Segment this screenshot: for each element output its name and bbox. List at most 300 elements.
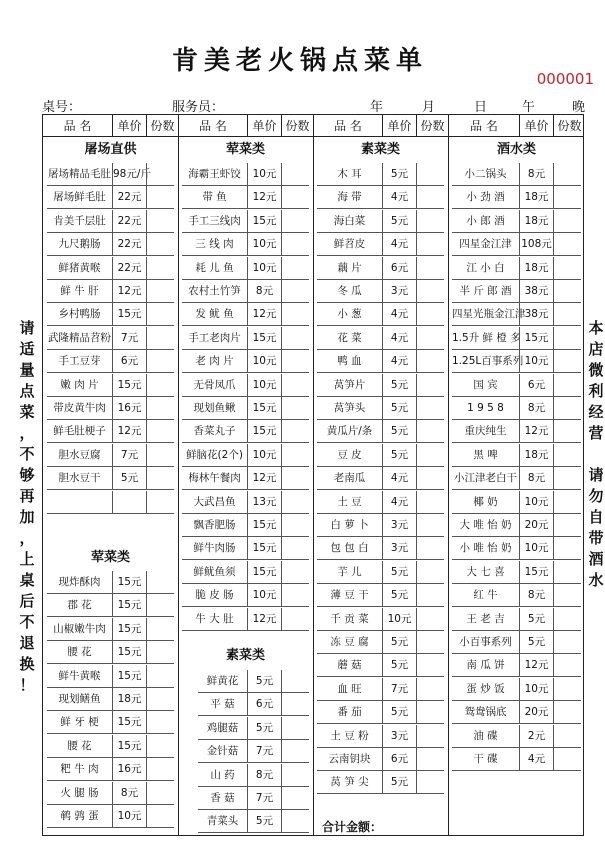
item-name: 肯美千层肚 <box>53 214 106 227</box>
item-name: 武隆精品苕粉 <box>48 331 111 344</box>
item-qty-cell[interactable] <box>146 735 174 757</box>
item-qty-cell[interactable] <box>553 678 581 700</box>
side-note-char: 桌 <box>19 571 35 589</box>
item-qty-cell[interactable] <box>146 420 174 442</box>
item-qty-cell[interactable] <box>146 782 174 804</box>
item-qty-cell[interactable] <box>281 693 309 715</box>
menu-item-row <box>47 280 174 303</box>
item-qty-cell[interactable] <box>416 584 444 606</box>
item-name: 南 瓜 饼 <box>466 659 505 672</box>
menu-item-row <box>452 514 581 537</box>
item-qty-cell[interactable] <box>553 257 581 279</box>
item-name: 千 贡 菜 <box>330 612 369 625</box>
menu-item-row <box>198 764 309 787</box>
item-price: 5元 <box>382 397 416 419</box>
item-name: 现划鳝鱼 <box>58 693 101 705</box>
item-name: 豆 皮 <box>337 448 362 461</box>
menu-item-row <box>452 420 581 443</box>
section-title: 素菜类 <box>360 142 400 157</box>
item-price: 10元 <box>247 257 281 279</box>
item-qty-cell[interactable] <box>146 641 174 663</box>
menu-item-row <box>47 467 174 490</box>
section-title: 酒水类 <box>496 142 536 157</box>
item-price: 6元 <box>519 374 553 396</box>
item-price: 10元 <box>247 584 281 606</box>
item-name: 1 9 5 8 <box>467 402 504 414</box>
menu-item-row <box>317 584 444 607</box>
item-qty-cell[interactable] <box>281 397 309 419</box>
item-name: 大 唯 怡 奶 <box>459 519 512 531</box>
item-qty-cell[interactable] <box>281 561 309 583</box>
item-price: 5元 <box>382 654 416 676</box>
item-qty-cell[interactable] <box>281 608 309 630</box>
item-price: 15元 <box>112 374 146 396</box>
item-qty-cell[interactable] <box>281 764 309 786</box>
item-qty-cell[interactable] <box>416 186 444 208</box>
item-qty-cell[interactable] <box>416 444 444 466</box>
header-day: 日 <box>474 100 488 115</box>
item-price: 2元 <box>519 725 553 747</box>
item-price: 10元 <box>519 537 553 559</box>
item-qty-cell[interactable] <box>553 701 581 723</box>
item-price: 18元 <box>112 688 146 710</box>
column-header-name: 品 名 <box>63 119 92 133</box>
item-qty-cell[interactable] <box>553 420 581 442</box>
item-name: 郡 花 <box>67 599 92 612</box>
item-qty-cell[interactable] <box>146 186 174 208</box>
menu-item-row <box>317 771 444 794</box>
item-name: 江 小 白 <box>466 261 505 274</box>
item-qty-cell[interactable] <box>416 303 444 325</box>
menu-item-row <box>452 280 581 303</box>
side-note-char: 上 <box>19 550 35 568</box>
item-qty-cell[interactable] <box>553 350 581 372</box>
menu-item-row <box>317 491 444 514</box>
menu-item-row <box>452 327 581 350</box>
item-qty-cell[interactable] <box>416 608 444 630</box>
item-qty-cell[interactable] <box>281 350 309 372</box>
side-note-char: 换 <box>19 655 35 673</box>
item-qty-cell[interactable] <box>416 725 444 747</box>
item-qty-cell[interactable] <box>281 280 309 302</box>
item-qty-cell[interactable] <box>416 678 444 700</box>
item-price: 4元 <box>382 186 416 208</box>
item-name: 小 唯 怡 奶 <box>459 542 512 555</box>
item-qty-cell[interactable] <box>281 740 309 762</box>
item-price: 10元 <box>247 350 281 372</box>
item-price: 12元 <box>247 186 281 208</box>
item-price: 15元 <box>247 420 281 442</box>
item-name: 海霸王虾饺 <box>188 168 241 180</box>
item-qty-cell[interactable] <box>416 210 444 232</box>
item-qty-cell[interactable] <box>281 584 309 606</box>
item-qty-cell[interactable] <box>553 748 581 770</box>
side-note-char: 点 <box>19 382 35 400</box>
item-price: 5元 <box>382 771 416 793</box>
menu-item-row <box>47 711 174 734</box>
column-header-name: 品 名 <box>448 115 519 137</box>
item-qty-cell[interactable] <box>553 186 581 208</box>
item-name: 海白菜 <box>333 214 366 227</box>
total-label: 合计金额： <box>322 820 383 834</box>
item-qty-cell[interactable] <box>146 618 174 640</box>
item-name: 血 旺 <box>337 682 362 695</box>
menu-item-row <box>47 735 174 758</box>
item-qty-cell[interactable] <box>553 280 581 302</box>
item-qty-cell[interactable] <box>416 397 444 419</box>
column-header-qty: 份数 <box>553 115 585 137</box>
item-price: 12元 <box>112 280 146 302</box>
item-price: 10元 <box>247 444 281 466</box>
item-qty-cell[interactable] <box>281 374 309 396</box>
item-qty-cell[interactable] <box>416 748 444 770</box>
side-note-char: 再 <box>19 487 35 505</box>
item-name: 青菜头 <box>206 815 239 828</box>
item-qty-cell[interactable] <box>146 444 174 466</box>
item-name: 手工豆芽 <box>58 355 101 368</box>
menu-item-row <box>452 491 581 514</box>
item-price: 8元 <box>247 280 281 302</box>
item-qty-cell[interactable] <box>281 257 309 279</box>
side-note-char: 带 <box>588 529 604 547</box>
serial-number: 000001 <box>536 70 594 88</box>
item-price: 4元 <box>382 303 416 325</box>
side-note-char: 本 <box>588 319 604 337</box>
item-qty-cell[interactable] <box>553 163 581 185</box>
menu-item-row <box>47 444 174 467</box>
item-name: 嫩 肉 片 <box>60 378 99 391</box>
side-note-char: 微 <box>588 361 604 379</box>
item-name: 重庆纯生 <box>464 425 507 438</box>
menu-item-row <box>182 303 309 326</box>
item-price: 10元 <box>112 805 146 827</box>
item-qty-cell[interactable] <box>146 491 174 513</box>
item-price: 3元 <box>382 514 416 536</box>
menu-item-row <box>182 584 309 607</box>
column-header-qty: 份数 <box>281 115 313 137</box>
item-price: 38元 <box>519 303 553 325</box>
item-price: 3元 <box>382 280 416 302</box>
item-name: 冬 瓜 <box>337 285 362 297</box>
item-qty-cell[interactable] <box>146 688 174 710</box>
item-name: 鲜牛黄喉 <box>58 669 101 682</box>
item-name: 小二锅头 <box>464 168 507 180</box>
item-name: 白 萝 卜 <box>330 519 369 531</box>
item-price: 15元 <box>247 327 281 349</box>
item-price: 18元 <box>519 210 553 232</box>
item-qty-cell[interactable] <box>146 303 174 325</box>
header-table: 桌号： <box>42 100 82 115</box>
item-qty-cell[interactable] <box>281 670 309 692</box>
item-qty-cell[interactable] <box>281 491 309 513</box>
item-qty-cell[interactable] <box>146 280 174 302</box>
item-price: 5元 <box>519 608 553 630</box>
item-qty-cell[interactable] <box>281 186 309 208</box>
column-header-qty: 份数 <box>146 115 178 137</box>
menu-item-row <box>317 654 444 677</box>
item-name: 平 菇 <box>210 698 235 711</box>
menu-item-row <box>47 233 174 256</box>
item-qty-cell[interactable] <box>416 233 444 255</box>
item-qty-cell[interactable] <box>146 711 174 733</box>
item-price: 5元 <box>382 584 416 606</box>
item-qty-cell[interactable] <box>281 467 309 489</box>
item-price: 10元 <box>519 350 553 372</box>
item-qty-cell[interactable] <box>146 805 174 827</box>
item-name: 梅林午餐肉 <box>188 472 241 485</box>
item-price: 16元 <box>112 758 146 780</box>
side-note-char: 酒 <box>588 550 604 568</box>
menu-item-row <box>47 641 174 664</box>
item-name: 油 碟 <box>473 729 498 742</box>
item-price: 15元 <box>247 561 281 583</box>
menu-item-row <box>47 805 174 828</box>
item-price: 22元 <box>112 257 146 279</box>
item-qty-cell[interactable] <box>416 280 444 302</box>
item-price: 15元 <box>112 735 146 757</box>
item-qty-cell[interactable] <box>553 584 581 606</box>
item-name: 飘香肥肠 <box>193 519 236 531</box>
item-qty-cell[interactable] <box>553 467 581 489</box>
menu-item-row <box>47 758 174 781</box>
side-note-char: 量 <box>19 361 35 379</box>
menu-item-row <box>317 233 444 256</box>
item-price: 15元 <box>112 711 146 733</box>
item-qty-cell[interactable] <box>281 444 309 466</box>
item-qty-cell[interactable] <box>416 561 444 583</box>
item-price: 15元 <box>519 327 553 349</box>
item-name: 鲜黄花 <box>206 675 239 687</box>
item-qty-cell[interactable] <box>146 374 174 396</box>
item-qty-cell[interactable] <box>281 163 309 185</box>
item-price: 7元 <box>247 740 281 762</box>
item-qty-cell[interactable] <box>281 787 309 809</box>
item-qty-cell[interactable] <box>553 374 581 396</box>
item-name: 腰 花 <box>67 646 92 659</box>
item-name: 番 茄 <box>337 706 362 719</box>
item-qty-cell[interactable] <box>146 350 174 372</box>
menu-item-row <box>182 561 309 584</box>
item-qty-cell[interactable] <box>416 163 444 185</box>
item-name: 小百事系列 <box>459 636 512 648</box>
item-name: 鲜鱿鱼须 <box>193 565 236 578</box>
menu-item-row <box>317 327 444 350</box>
item-qty-cell[interactable] <box>553 608 581 630</box>
item-qty-cell[interactable] <box>416 420 444 442</box>
item-qty-cell[interactable] <box>553 303 581 325</box>
menu-item-row <box>47 303 174 326</box>
item-name: 小江津老白干 <box>454 472 517 485</box>
menu-item-row <box>47 163 174 186</box>
menu-item-row <box>452 537 581 560</box>
item-qty-cell[interactable] <box>553 327 581 349</box>
item-qty-cell[interactable] <box>416 467 444 489</box>
item-price: 12元 <box>112 420 146 442</box>
side-note-char: 退 <box>19 634 35 652</box>
menu-item-row <box>198 717 309 740</box>
item-qty-cell[interactable] <box>281 717 309 739</box>
menu-item-row <box>182 608 309 631</box>
menu-grid <box>42 114 584 836</box>
item-qty-cell[interactable] <box>281 303 309 325</box>
menu-item-row <box>182 420 309 443</box>
item-qty-cell[interactable] <box>281 810 309 832</box>
item-name: 黑 啤 <box>473 448 498 461</box>
item-price: 10元 <box>247 374 281 396</box>
side-note-char: 不 <box>19 613 35 631</box>
header-evening: 晚 <box>572 100 586 115</box>
item-qty-cell[interactable] <box>416 701 444 723</box>
item-price: 5元 <box>382 210 416 232</box>
menu-item-row <box>452 748 581 771</box>
item-qty-cell[interactable] <box>146 163 174 185</box>
item-qty-cell[interactable] <box>281 327 309 349</box>
item-price: 3元 <box>382 725 416 747</box>
item-price: 18元 <box>519 186 553 208</box>
item-qty-cell[interactable] <box>416 537 444 559</box>
menu-item-row <box>317 467 444 490</box>
item-qty-cell[interactable] <box>416 350 444 372</box>
item-qty-cell[interactable] <box>416 327 444 349</box>
item-price: 108元 <box>519 233 553 255</box>
header-noon: 午 <box>522 100 536 115</box>
item-qty-cell[interactable] <box>281 233 309 255</box>
item-price: 18元 <box>519 444 553 466</box>
menu-item-row <box>452 608 581 631</box>
column-header-name: 品 名 <box>178 115 247 137</box>
item-price: 12元 <box>247 467 281 489</box>
item-qty-cell[interactable] <box>146 257 174 279</box>
item-qty-cell[interactable] <box>553 654 581 676</box>
menu-item-row <box>182 514 309 537</box>
item-name: 云南钥块 <box>328 753 371 765</box>
item-qty-cell[interactable] <box>281 210 309 232</box>
item-name: 黄瓜片/条 <box>326 425 373 438</box>
item-qty-cell[interactable] <box>281 514 309 536</box>
menu-item-row <box>452 303 581 326</box>
menu-item-row <box>452 561 581 584</box>
menu-item-row <box>182 537 309 560</box>
menu-item-row <box>317 397 444 420</box>
item-qty-cell[interactable] <box>416 374 444 396</box>
item-qty-cell[interactable] <box>416 491 444 513</box>
item-price: 15元 <box>112 571 146 593</box>
item-qty-cell[interactable] <box>553 210 581 232</box>
item-qty-cell[interactable] <box>146 327 174 349</box>
item-qty-cell[interactable] <box>146 758 174 780</box>
item-name: 四星光瓶金江津 <box>452 308 526 321</box>
item-qty-cell[interactable] <box>146 233 174 255</box>
item-name: 牛 大 肚 <box>195 612 234 625</box>
side-note-char: 利 <box>588 382 604 400</box>
menu-item-row <box>182 397 309 420</box>
item-qty-cell[interactable] <box>281 537 309 559</box>
item-qty-cell[interactable] <box>416 654 444 676</box>
item-price: 6元 <box>382 257 416 279</box>
section-title: 素菜类 <box>225 648 265 663</box>
item-qty-cell[interactable] <box>146 210 174 232</box>
menu-item-row <box>317 561 444 584</box>
column-header-name: 品 名 <box>313 115 382 137</box>
item-qty-cell[interactable] <box>146 467 174 489</box>
menu-item-row <box>317 303 444 326</box>
menu-item-row <box>452 397 581 420</box>
menu-item-row <box>317 444 444 467</box>
item-name: 胆水豆干 <box>58 472 101 485</box>
menu-item-row <box>182 210 309 233</box>
item-qty-cell[interactable] <box>416 631 444 653</box>
item-name: 耗 儿 鱼 <box>195 261 234 274</box>
item-qty-cell[interactable] <box>416 771 444 793</box>
item-name: 干 碟 <box>473 753 498 765</box>
section-title: 屠场直供 <box>84 142 137 157</box>
item-qty-cell[interactable] <box>416 257 444 279</box>
side-note-char: 店 <box>588 340 604 358</box>
item-price: 7元 <box>112 444 146 466</box>
item-price: 5元 <box>247 670 281 692</box>
item-price: 12元 <box>519 654 553 676</box>
item-price: 5元 <box>382 631 416 653</box>
item-price: 7元 <box>112 327 146 349</box>
menu-item-row <box>452 374 581 397</box>
item-price <box>112 491 146 513</box>
menu-item-row <box>47 257 174 280</box>
item-qty-cell[interactable] <box>146 665 174 687</box>
item-qty-cell[interactable] <box>553 631 581 653</box>
menu-item-row <box>317 420 444 443</box>
menu-item-row <box>452 163 581 186</box>
column-header-qty: 份数 <box>416 115 448 137</box>
item-qty-cell[interactable] <box>553 725 581 747</box>
side-note-char: 请 <box>588 466 604 484</box>
item-name: 现炸酥肉 <box>58 576 101 588</box>
menu-item-row <box>452 631 581 654</box>
item-qty-cell[interactable] <box>281 420 309 442</box>
item-price: 5元 <box>382 163 416 185</box>
item-name: 九尺鹅肠 <box>58 238 101 251</box>
item-price: 20元 <box>519 701 553 723</box>
item-qty-cell[interactable] <box>416 514 444 536</box>
item-price: 3元 <box>382 537 416 559</box>
item-qty-cell[interactable] <box>553 444 581 466</box>
menu-item-row <box>317 678 444 701</box>
menu-item-row <box>182 163 309 186</box>
item-price: 10元 <box>519 491 553 513</box>
item-qty-cell[interactable] <box>553 537 581 559</box>
header-year: 年 <box>370 100 384 115</box>
item-name: 大武昌鱼 <box>193 495 236 508</box>
item-price: 7元 <box>382 678 416 700</box>
column-header-price: 单价 <box>247 115 281 137</box>
menu-item-row <box>452 186 581 209</box>
item-qty-cell[interactable] <box>146 594 174 616</box>
menu-item-row <box>317 280 444 303</box>
item-price: 10元 <box>519 678 553 700</box>
item-qty-cell[interactable] <box>146 397 174 419</box>
item-qty-cell[interactable] <box>553 561 581 583</box>
item-name: 莴笋片 <box>333 378 366 391</box>
side-note-char: 后 <box>19 592 35 610</box>
side-note-char: ， <box>19 529 35 547</box>
item-name: 现划鱼鳅 <box>193 402 236 414</box>
item-qty-cell[interactable] <box>553 233 581 255</box>
item-qty-cell[interactable] <box>553 397 581 419</box>
item-qty-cell[interactable] <box>553 491 581 513</box>
item-qty-cell[interactable] <box>553 514 581 536</box>
item-qty-cell[interactable] <box>146 571 174 593</box>
item-price: 6元 <box>247 693 281 715</box>
item-name: 花 菜 <box>337 331 362 344</box>
